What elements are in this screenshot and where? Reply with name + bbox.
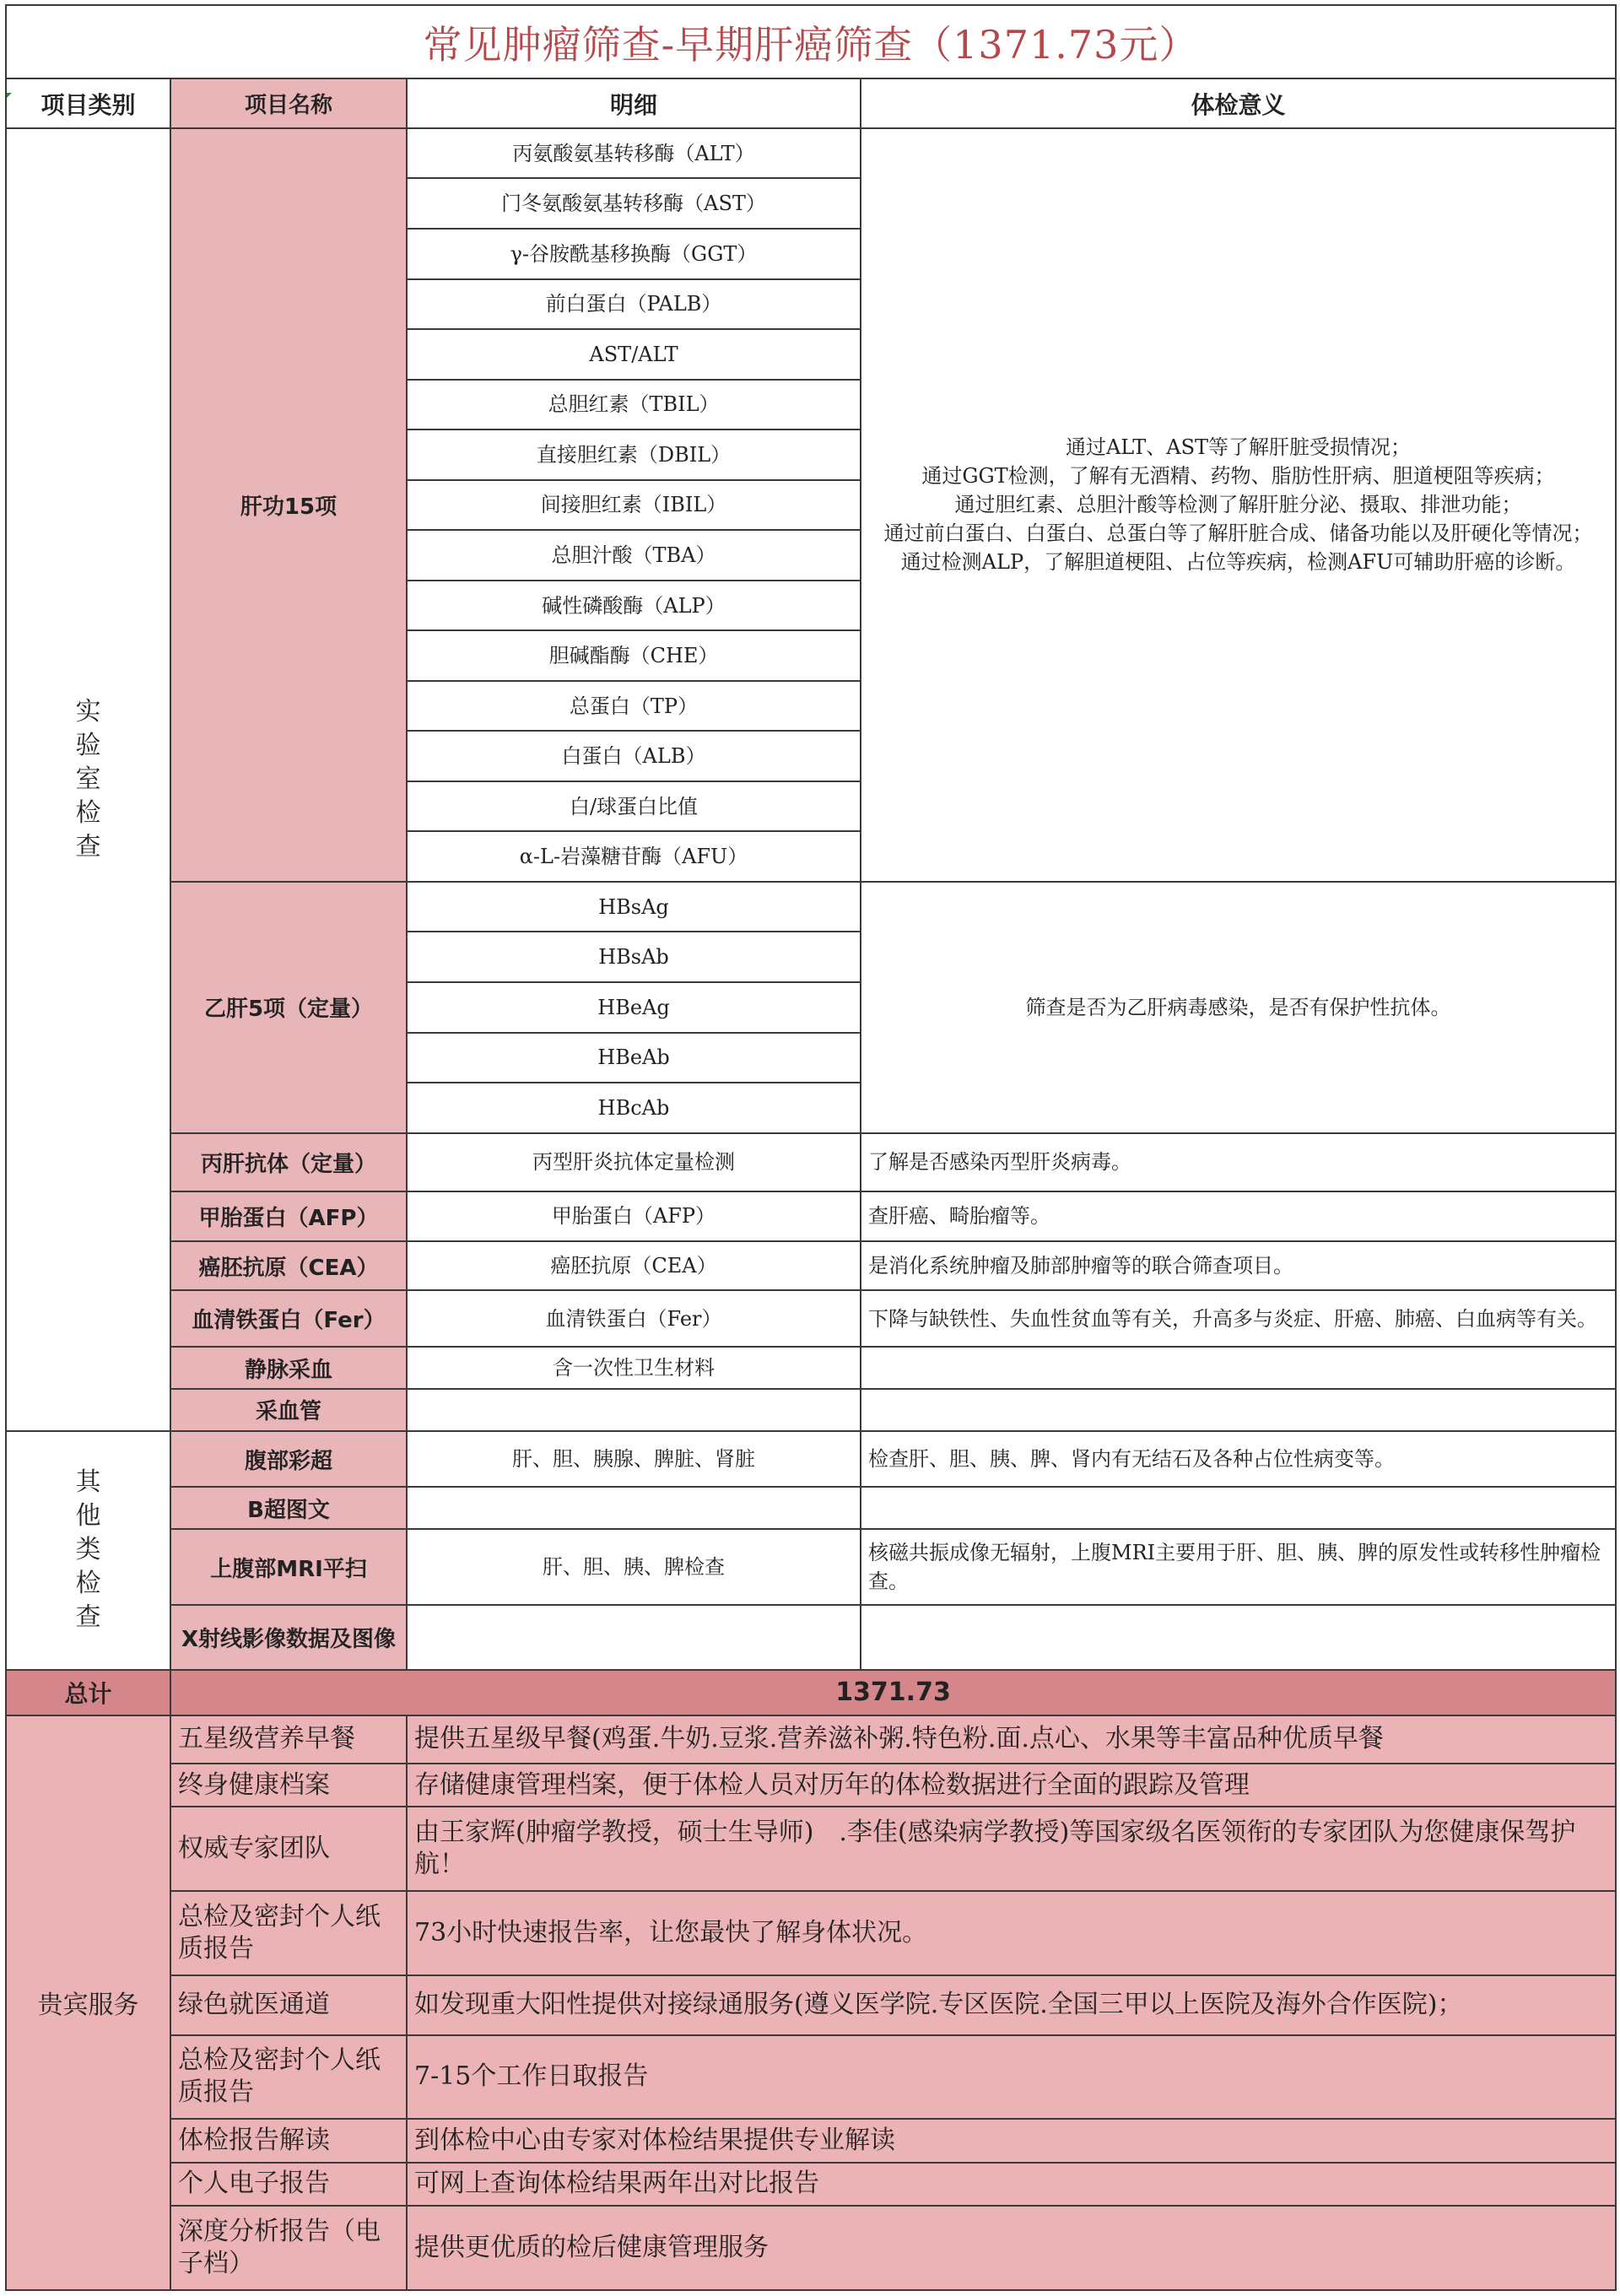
item-name: 癌胚抗原（CEA） [170,1241,407,1291]
screening-table [5,4,1617,2291]
meaning-cell: 核磁共振成像无辐射，上腹MRI主要用于肝、胆、胰、脾的原发性或转移性肿瘤检查。 [861,1529,1616,1605]
detail-cell: 白蛋白（ALB） [407,731,861,781]
service-name: 终身健康档案 [170,1764,407,1807]
detail-cell: 肝、胆、胰、脾检查 [407,1529,861,1605]
table-row [6,882,1616,932]
table-row [6,1389,1616,1431]
table-row [6,1715,1616,1764]
item-name: 腹部彩超 [170,1431,407,1488]
service-desc: 可网上查询体检结果两年出对比报告 [407,2163,1616,2206]
table-row [6,1807,1616,1891]
table-row [6,1347,1616,1389]
detail-cell: HBsAb [407,932,861,982]
detail-cell: 胆碱酯酶（CHE） [407,630,861,681]
service-desc: 到体检中心由专家对体检结果提供专业解读 [407,2119,1616,2162]
table-row [6,2035,1616,2120]
table-row [6,5,1616,78]
item-name: 血清铁蛋白（Fer） [170,1290,407,1347]
meaning-cell: 下降与缺铁性、失血性贫血等有关，升高多与炎症、肝癌、肺癌、白血病等有关。 [861,1290,1616,1347]
table-row [6,1891,1616,1975]
item-name: 甲胎蛋白（AFP） [170,1191,407,1241]
meaning-cell: 了解是否感染丙型肝炎病毒。 [861,1133,1616,1191]
total-value: 1371.73 [170,1670,1616,1715]
service-desc: 7-15个工作日取报告 [407,2035,1616,2120]
detail-cell: 血清铁蛋白（Fer） [407,1290,861,1347]
detail-cell [407,1605,861,1670]
service-name: 五星级营养早餐 [170,1715,407,1764]
detail-cell: 癌胚抗原（CEA） [407,1241,861,1291]
meaning-cell: 检查肝、胆、胰、脾、肾内有无结石及各种占位性病变等。 [861,1431,1616,1488]
table-row [6,1133,1616,1191]
item-name-liver: 肝功15项 [170,128,407,882]
service-name: 绿色就医通道 [170,1975,407,2034]
header-name: 项目名称 [170,78,407,128]
service-desc: 73小时快速报告率，让您最快了解身体状况。 [407,1891,1616,1975]
detail-cell: 甲胎蛋白（AFP） [407,1191,861,1241]
total-label: 总计 [6,1670,170,1715]
meaning-hbv: 筛查是否为乙肝病毒感染，是否有保护性抗体。 [861,882,1616,1133]
service-name: 总检及密封个人纸质报告 [170,1891,407,1975]
meaning-cell [861,1605,1616,1670]
detail-cell: 间接胆红素（IBIL） [407,480,861,531]
item-name: B超图文 [170,1487,407,1529]
page-title: 常见肿瘤筛查-早期肝癌筛查（1371.73元） [6,5,1616,78]
detail-cell [407,1389,861,1431]
item-name: 丙肝抗体（定量） [170,1133,407,1191]
table-row [6,78,1616,128]
meaning-cell [861,1347,1616,1389]
meaning-liver: 通过ALT、AST等了解肝脏受损情况； 通过GGT检测，了解有无酒精、药物、脂肪性肝病、胆道梗阻等疾病； 通过胆红素、总胆汁酸等检测了解肝脏分泌、摄取、排泄功能； 通过前白蛋白、白蛋白、总蛋白等了解肝脏合成、储备功能以及肝硬化等情况； 通过检测ALP，了解胆道梗阻、占位等疾病，检测AFU可辅助肝癌的诊断。 [861,128,1616,882]
service-desc: 提供更优质的检后健康管理服务 [407,2206,1616,2290]
item-name-hbv: 乙肝5项（定量） [170,882,407,1133]
detail-cell: α-L-岩藻糖苷酶（AFU） [407,831,861,882]
detail-cell [407,1487,861,1529]
table-row [6,1529,1616,1605]
service-name: 权威专家团队 [170,1807,407,1891]
detail-cell: 门冬氨酸氨基转移酶（AST） [407,178,861,229]
meaning-cell [861,1389,1616,1431]
meaning-cell: 是消化系统肿瘤及肺部肿瘤等的联合筛查项目。 [861,1241,1616,1291]
service-name: 总检及密封个人纸质报告 [170,2035,407,2120]
item-name: 采血管 [170,1389,407,1431]
table-row [6,1670,1616,1715]
table-row [6,1605,1616,1670]
detail-cell: 直接胆红素（DBIL） [407,429,861,480]
detail-cell: HBeAg [407,982,861,1033]
service-desc: 由王家辉(肿瘤学教授，硕士生导师) .李佳(感染病学教授)等国家级名医领衔的专家团队为您健康保驾护航！ [407,1807,1616,1891]
service-name: 深度分析报告（电子档） [170,2206,407,2290]
table-row [6,1764,1616,1807]
service-name: 体检报告解读 [170,2119,407,2162]
item-name: 上腹部MRI平扫 [170,1529,407,1605]
item-name: 静脉采血 [170,1347,407,1389]
detail-cell: 丙型肝炎抗体定量检测 [407,1133,861,1191]
meaning-cell [861,1487,1616,1529]
table-row [6,1290,1616,1347]
detail-cell: HBeAb [407,1033,861,1083]
detail-cell: 总蛋白（TP） [407,681,861,732]
service-desc: 提供五星级早餐(鸡蛋.牛奶.豆浆.营养滋补粥.特色粉.面.点心、水果等丰富品种优质早餐 [407,1715,1616,1764]
header-detail: 明细 [407,78,861,128]
table-row [6,2119,1616,2162]
detail-cell: AST/ALT [407,329,861,380]
detail-cell: 肝、胆、胰腺、脾脏、肾脏 [407,1431,861,1488]
detail-cell: HBcAb [407,1083,861,1133]
service-desc: 如发现重大阳性提供对接绿通服务(遵义医学院.专区医院.全国三甲以上医院及海外合作医院)； [407,1975,1616,2034]
category-other: 其 他 类 检 查 [6,1431,170,1670]
service-name: 个人电子报告 [170,2163,407,2206]
table-row [6,1487,1616,1529]
service-desc: 存储健康管理档案，便于体检人员对历年的体检数据进行全面的跟踪及管理 [407,1764,1616,1807]
detail-cell: 丙氨酸氨基转移酶（ALT） [407,128,861,179]
table-row [6,1431,1616,1488]
detail-cell: 含一次性卫生材料 [407,1347,861,1389]
detail-cell: 前白蛋白（PALB） [407,279,861,330]
detail-cell: HBsAg [407,882,861,932]
table-row [6,2206,1616,2290]
table-row [6,1241,1616,1291]
table-row [6,2163,1616,2206]
category-vip: 贵宾服务 [6,1715,170,2290]
detail-cell: γ-谷胺酰基移换酶（GGT） [407,229,861,279]
category-lab: 实 验 室 检 查 [6,128,170,1431]
meaning-cell: 查肝癌、畸胎瘤等。 [861,1191,1616,1241]
detail-cell: 白/球蛋白比值 [407,781,861,832]
header-category: 项目类别 [6,78,170,128]
header-meaning: 体检意义 [861,78,1616,128]
table-row [6,1975,1616,2034]
table-row [6,1191,1616,1241]
item-name: X射线影像数据及图像 [170,1605,407,1670]
detail-cell: 总胆红素（TBIL） [407,380,861,430]
table-row [6,128,1616,179]
detail-cell: 总胆汁酸（TBA） [407,530,861,581]
detail-cell: 碱性磷酸酶（ALP） [407,581,861,631]
